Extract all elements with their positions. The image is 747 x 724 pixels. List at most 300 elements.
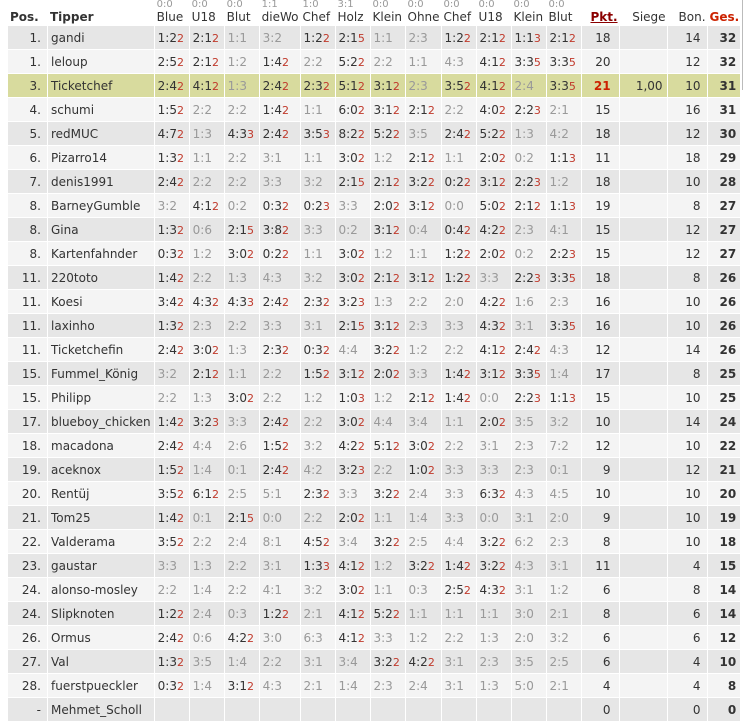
tip-cell: [225, 386, 260, 410]
tip-points: 3: [568, 199, 576, 213]
header-game-3: [260, 0, 301, 26]
tip-points: 2: [357, 103, 365, 117]
tip-cell: [512, 698, 547, 722]
tip-score: 2:1: [192, 54, 212, 69]
tip-cell: [477, 626, 512, 650]
tip-cell: [371, 218, 406, 242]
wins-cell: [620, 26, 668, 50]
tip-cell: [371, 698, 406, 722]
tipper-name-link[interactable]: Gina: [48, 218, 155, 242]
tip-cell: [225, 650, 260, 674]
tip-points: 2: [322, 535, 330, 549]
table-row: [8, 242, 741, 266]
tip-cell: [406, 698, 442, 722]
total-cell: 32: [708, 50, 742, 74]
tip-cell: [442, 602, 477, 626]
tip-score: 1:4: [444, 366, 464, 381]
tip-score: 2:1: [303, 678, 323, 693]
tip-points: 2: [498, 295, 506, 309]
tip-points: 2: [498, 103, 506, 117]
tip-cell: [155, 506, 190, 530]
bonus-cell: 10: [668, 74, 708, 98]
tip-cell: [155, 386, 190, 410]
tip-cell: [301, 482, 336, 506]
tipper-name-link[interactable]: denis1991: [48, 170, 155, 194]
tip-cell: [225, 26, 260, 50]
tip-score: 1:4: [227, 654, 247, 669]
table-row: [8, 410, 741, 434]
tipper-name-link[interactable]: schumi: [48, 98, 155, 122]
tip-cell: [406, 74, 442, 98]
header-game-label: Chef: [302, 10, 331, 24]
rank-cell: 15.: [8, 362, 48, 386]
tip-cell: [547, 26, 582, 50]
tip-score: 1:3: [157, 654, 177, 669]
tip-score: 3:5: [192, 654, 212, 669]
tip-cell: [442, 98, 477, 122]
header-game-label: Blut: [226, 10, 251, 24]
tip-cell: [336, 218, 371, 242]
tip-points: 2: [176, 415, 184, 429]
tip-cell: [512, 266, 547, 290]
tip-cell: [225, 530, 260, 554]
tip-score: 2:2: [227, 582, 247, 597]
tip-cell: [406, 434, 442, 458]
tip-cell: [225, 314, 260, 338]
tipper-name-link[interactable]: Philipp: [48, 386, 155, 410]
tip-score: 2:2: [303, 510, 323, 525]
tip-score: 3:1: [514, 318, 534, 333]
tip-cell: [155, 50, 190, 74]
tip-score: 2:1: [514, 198, 534, 213]
table-row: [8, 530, 741, 554]
tip-score: 1:1: [227, 30, 247, 45]
tip-points: 2: [211, 55, 219, 69]
header-game-result: 1:1: [261, 0, 278, 10]
tip-score: 2:2: [227, 150, 247, 165]
points-cell: 12: [582, 434, 620, 458]
tip-score: 3:2: [303, 174, 323, 189]
tip-score: 1:1: [227, 366, 247, 381]
tip-cell: [371, 458, 406, 482]
table-row: [8, 338, 741, 362]
header-game-label: Blut: [548, 10, 573, 24]
tip-points: 3: [568, 151, 576, 165]
total-cell: 15: [708, 554, 742, 578]
rank-cell: 24.: [8, 578, 48, 602]
tip-score: 2:4: [157, 78, 177, 93]
table-row: [8, 434, 741, 458]
tip-score: 4:1: [262, 582, 282, 597]
tip-score: 4:3: [262, 270, 282, 285]
tip-points: 2: [498, 127, 506, 141]
tipper-name-link[interactable]: Koesi: [48, 290, 155, 314]
tip-cell: [406, 506, 442, 530]
wins-cell: [620, 290, 668, 314]
tip-score: 2:4: [157, 630, 177, 645]
tip-cell: [260, 266, 301, 290]
tipper-name-link[interactable]: Ticketchef: [48, 74, 155, 98]
header-game-label: U18: [478, 10, 503, 24]
header-game-result: 3:1: [337, 0, 354, 10]
tip-score: 3:0: [338, 270, 358, 285]
total-cell: 30: [708, 122, 742, 146]
tip-score: 1:4: [157, 414, 177, 429]
bonus-cell: 12: [668, 122, 708, 146]
tip-cell: [260, 146, 301, 170]
tip-cell: [155, 98, 190, 122]
tip-cell: [512, 338, 547, 362]
tipper-name-link[interactable]: BarneyGumble: [48, 194, 155, 218]
tip-cell: [336, 506, 371, 530]
tip-cell: [225, 602, 260, 626]
tip-score: 0:2: [262, 246, 282, 261]
tip-cell: [260, 458, 301, 482]
tip-cell: [442, 410, 477, 434]
tip-cell: [190, 650, 225, 674]
tipper-name-link[interactable]: Fummel_König: [48, 362, 155, 386]
tip-score: 0:0: [479, 390, 499, 405]
tip-cell: [301, 650, 336, 674]
tip-score: 5:1: [373, 438, 393, 453]
tip-points: 2: [246, 247, 254, 261]
tip-cell: [190, 530, 225, 554]
tip-score: 3:1: [303, 318, 323, 333]
tip-cell: [477, 146, 512, 170]
tip-score: 3:2: [373, 654, 393, 669]
tip-points: 2: [281, 127, 289, 141]
tip-score: 5:2: [373, 606, 393, 621]
tip-points: 5: [568, 55, 576, 69]
tipper-name-link[interactable]: 220toto: [48, 266, 155, 290]
rank-cell: 26.: [8, 626, 48, 650]
tip-cell: [442, 170, 477, 194]
wins-cell: [620, 146, 668, 170]
tip-cell: [442, 362, 477, 386]
table-row: [8, 74, 741, 98]
tip-score: 6:2: [514, 534, 534, 549]
tip-score: 1:2: [157, 30, 177, 45]
points-cell: 15: [582, 242, 620, 266]
tip-points: 2: [392, 223, 400, 237]
tipper-name-link[interactable]: Ticketchefin: [48, 338, 155, 362]
tip-score: 1:3: [303, 558, 323, 573]
tipper-name-link[interactable]: macadona: [48, 434, 155, 458]
tip-points: 2: [392, 103, 400, 117]
tip-points: 5: [533, 55, 541, 69]
tip-points: 3: [533, 175, 541, 189]
wins-cell: [620, 194, 668, 218]
tip-score: 4:2: [479, 222, 499, 237]
tip-score: 2:3: [549, 534, 569, 549]
tipper-name-link[interactable]: laxinho: [48, 314, 155, 338]
tip-cell: [477, 506, 512, 530]
tip-score: 4:2: [549, 126, 569, 141]
tipper-name-link[interactable]: Val: [48, 650, 155, 674]
tip-points: 2: [498, 343, 506, 357]
tip-points: 2: [463, 391, 471, 405]
tip-score: 2:4: [408, 678, 428, 693]
tipper-name-link[interactable]: redMUC: [48, 122, 155, 146]
table-row: [8, 314, 741, 338]
tip-cell: [371, 626, 406, 650]
tip-cell: [406, 146, 442, 170]
tip-score: 3:1: [479, 438, 499, 453]
tip-points: 2: [322, 343, 330, 357]
tip-cell: [442, 386, 477, 410]
tip-cell: [225, 266, 260, 290]
bonus-cell: 12: [668, 218, 708, 242]
header-game-result: 0:0: [156, 0, 173, 10]
tip-points: 2: [211, 79, 219, 93]
tip-score: 3:3: [479, 462, 499, 477]
tip-cell: [512, 26, 547, 50]
tipper-name-link[interactable]: gaustar: [48, 554, 155, 578]
tip-score: 2:2: [514, 174, 534, 189]
tip-score: 0:2: [444, 174, 464, 189]
header-game-label: Holz: [337, 10, 364, 24]
tip-cell: [547, 290, 582, 314]
tipper-name-link[interactable]: blueboy_chicken: [48, 410, 155, 434]
header-game-1: [190, 0, 225, 26]
bonus-cell: 10: [668, 386, 708, 410]
tip-cell: [512, 530, 547, 554]
tip-points: 2: [568, 31, 576, 45]
tipper-name-link[interactable]: Slipknoten: [48, 602, 155, 626]
tipper-name-link[interactable]: fuerstpueckler: [48, 674, 155, 698]
rank-cell: 19.: [8, 458, 48, 482]
tip-score: 3:5: [157, 486, 177, 501]
tip-points: 2: [357, 271, 365, 285]
tip-points: 2: [281, 103, 289, 117]
tip-cell: [512, 578, 547, 602]
tip-cell: [547, 650, 582, 674]
tip-cell: [477, 218, 512, 242]
tip-cell: [260, 506, 301, 530]
tipper-name-link[interactable]: alonso-mosley: [48, 578, 155, 602]
tipper-name-link[interactable]: Rentüj: [48, 482, 155, 506]
tip-score: 3:1: [549, 558, 569, 573]
tip-score: 3:3: [444, 318, 464, 333]
tipper-name-link[interactable]: Mehmet_Scholl: [48, 698, 155, 722]
tipper-name-link[interactable]: Tom25: [48, 506, 155, 530]
tipper-name-link[interactable]: Ormus: [48, 626, 155, 650]
points-cell: 12: [582, 338, 620, 362]
tip-points: 5: [357, 319, 365, 333]
tip-cell: [442, 506, 477, 530]
tip-points: 2: [357, 367, 365, 381]
rank-cell: 11.: [8, 314, 48, 338]
tip-score: 2:1: [408, 102, 428, 117]
tip-cell: [336, 290, 371, 314]
header-bon: Bon.: [678, 10, 706, 24]
header-game-label: U18: [191, 10, 216, 24]
tip-cell: [371, 386, 406, 410]
tipper-name-link[interactable]: Pizarro14: [48, 146, 155, 170]
header-game-result: 0:0: [407, 0, 424, 10]
tip-cell: [512, 98, 547, 122]
tip-score: 2:2: [514, 102, 534, 117]
tip-cell: [225, 434, 260, 458]
points-cell: 11: [582, 146, 620, 170]
bonus-cell: 10: [668, 314, 708, 338]
tip-cell: [442, 338, 477, 362]
tip-points: 3: [322, 559, 330, 573]
tip-points: 2: [392, 655, 400, 669]
tip-score: 2:5: [444, 582, 464, 597]
tip-score: 3:0: [227, 390, 247, 405]
total-cell: 26: [708, 314, 742, 338]
total-cell: 22: [708, 434, 742, 458]
tip-cell: [477, 554, 512, 578]
total-cell: 31: [708, 98, 742, 122]
tip-cell: [260, 674, 301, 698]
tip-score: 3:4: [157, 294, 177, 309]
tip-cell: [477, 194, 512, 218]
tip-cell: [260, 194, 301, 218]
tip-cell: [301, 50, 336, 74]
tip-points: 2: [357, 631, 365, 645]
tip-cell: [406, 650, 442, 674]
tip-cell: [190, 506, 225, 530]
tip-cell: [155, 194, 190, 218]
tip-cell: [477, 266, 512, 290]
tip-cell: [477, 98, 512, 122]
tip-points: 2: [176, 463, 184, 477]
header-game-11: [547, 0, 582, 26]
tip-score: 3:1: [444, 678, 464, 693]
tip-points: 2: [246, 679, 254, 693]
tip-points: 2: [246, 631, 254, 645]
tip-score: 4:1: [338, 630, 358, 645]
tip-cell: [260, 338, 301, 362]
tip-cell: [442, 650, 477, 674]
tipper-name-link[interactable]: Valderama: [48, 530, 155, 554]
tip-score: 4:3: [227, 294, 247, 309]
tip-cell: [155, 674, 190, 698]
total-cell: 19: [708, 506, 742, 530]
tip-score: 1:3: [157, 222, 177, 237]
tip-cell: [442, 146, 477, 170]
tip-points: 2: [322, 79, 330, 93]
table-row: [8, 698, 741, 722]
tip-cell: [301, 410, 336, 434]
rank-cell: 24.: [8, 602, 48, 626]
tip-points: 2: [176, 439, 184, 453]
tip-points: 2: [463, 31, 471, 45]
tip-points: 2: [427, 271, 435, 285]
tip-score: 1:1: [408, 606, 428, 621]
tip-score: 2:0: [373, 198, 393, 213]
tip-cell: [512, 74, 547, 98]
tip-points: 2: [392, 319, 400, 333]
tip-points: 2: [427, 175, 435, 189]
tip-cell: [336, 362, 371, 386]
tipper-name-link[interactable]: aceknox: [48, 458, 155, 482]
tip-cell: [225, 410, 260, 434]
tip-score: 3:4: [338, 654, 358, 669]
tip-points: 3: [322, 199, 330, 213]
tip-points: 2: [427, 655, 435, 669]
total-cell: 20: [708, 482, 742, 506]
tip-cell: [336, 386, 371, 410]
tip-score: 5:1: [338, 78, 358, 93]
tip-cell: [371, 122, 406, 146]
header-siege: Siege: [632, 10, 666, 24]
table-row: [8, 26, 741, 50]
tipper-name-link[interactable]: gandi: [48, 26, 155, 50]
tip-cell: [190, 170, 225, 194]
points-cell: 9: [582, 506, 620, 530]
bonus-cell: 18: [668, 146, 708, 170]
tip-cell: [371, 482, 406, 506]
tip-points: 2: [427, 439, 435, 453]
tip-score: 4:3: [514, 558, 534, 573]
tip-cell: [155, 290, 190, 314]
tip-cell: [301, 386, 336, 410]
tip-points: 2: [498, 583, 506, 597]
tip-score: 3:1: [444, 654, 464, 669]
points-cell: 17: [582, 362, 620, 386]
tip-score: 1:1: [549, 150, 569, 165]
tip-score: 3:0: [338, 582, 358, 597]
header-game-7: [406, 0, 442, 26]
tip-score: 1:2: [373, 390, 393, 405]
tip-cell: [155, 266, 190, 290]
header-pkt-link[interactable]: Pkt.: [590, 10, 618, 24]
tip-score: 3:3: [444, 510, 464, 525]
tip-cell: [336, 626, 371, 650]
points-cell: 0: [582, 698, 620, 722]
tipper-name-link[interactable]: leloup: [48, 50, 155, 74]
tip-score: 1:2: [408, 342, 428, 357]
tip-cell: [260, 218, 301, 242]
tip-cell: [406, 482, 442, 506]
tip-cell: [371, 266, 406, 290]
tip-cell: [190, 74, 225, 98]
tip-points: 2: [357, 559, 365, 573]
tip-points: 2: [498, 79, 506, 93]
tip-cell: [260, 578, 301, 602]
tip-score: 1:2: [549, 174, 569, 189]
tip-cell: [336, 314, 371, 338]
tip-cell: [336, 530, 371, 554]
tip-cell: [547, 242, 582, 266]
tip-points: 2: [176, 55, 184, 69]
tip-score: 1:4: [338, 678, 358, 693]
tip-score: 5:0: [514, 678, 534, 693]
tip-cell: [442, 50, 477, 74]
tip-score: 1:2: [373, 558, 393, 573]
header-game-label: Klein: [513, 10, 544, 24]
tip-score: 2:1: [338, 30, 358, 45]
tip-cell: [155, 170, 190, 194]
tipper-name-link[interactable]: Kartenfahnder: [48, 242, 155, 266]
tip-score: 2:4: [262, 126, 282, 141]
tip-score: 3:2: [408, 174, 428, 189]
tip-score: 3:2: [373, 342, 393, 357]
tip-points: 2: [176, 631, 184, 645]
tip-score: 1:3: [192, 390, 212, 405]
tip-score: 2:2: [444, 102, 464, 117]
tip-score: 0:2: [514, 150, 534, 165]
tip-score: 1:1: [479, 606, 499, 621]
tip-score: 2:1: [479, 30, 499, 45]
tip-cell: [301, 98, 336, 122]
tip-cell: [512, 170, 547, 194]
tip-points: 2: [176, 103, 184, 117]
tip-points: 3: [533, 31, 541, 45]
